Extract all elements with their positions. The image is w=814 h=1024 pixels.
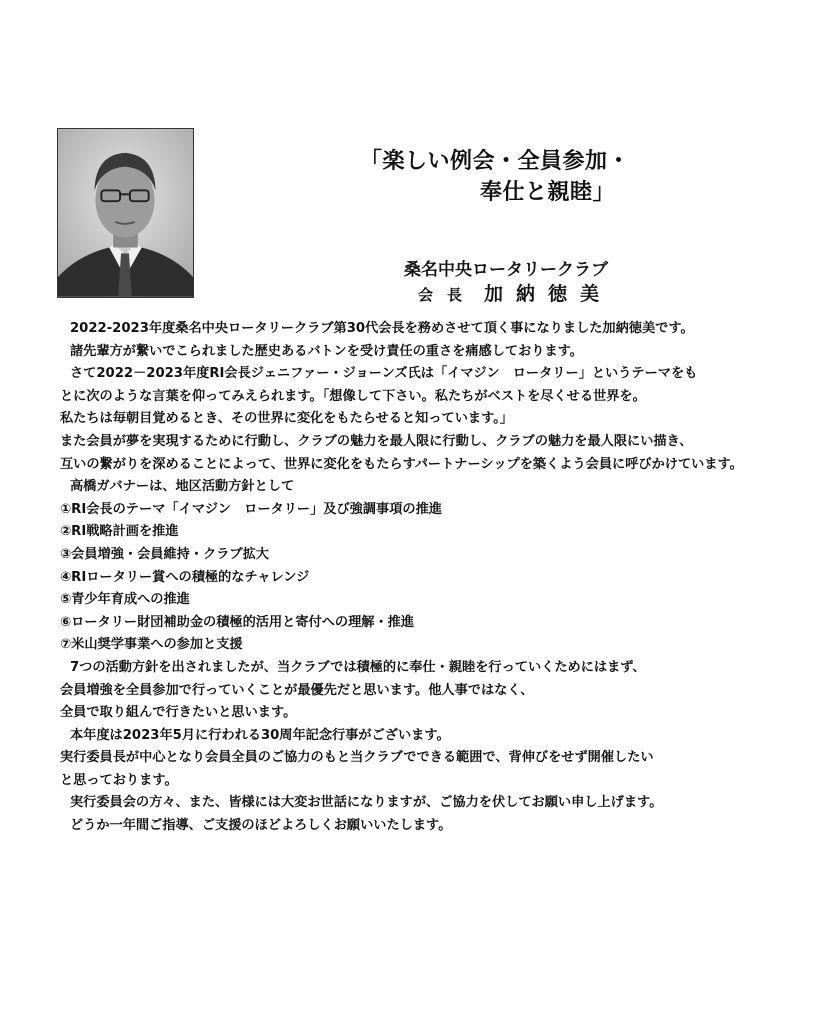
author-role: 会長: [418, 286, 477, 304]
author-line: [418, 279, 612, 306]
title-line-2: 奉仕と親睦」: [480, 180, 616, 205]
body-line: さて2022－2023年度RI会長ジェニファー・ジョーンズ氏は「イマジン ロータリー」というテーマをも: [70, 366, 698, 382]
body-line: 2022-2023年度桑名中央ロータリークラブ第30代会長を務めさせて頂く事になりました加納徳美です。: [70, 321, 694, 336]
body-line: 高橋ガバナーは、地区活動方針として: [70, 479, 295, 495]
policy-item: ①RI会長のテーマ「イマジン ロータリー」及び強調事項の推進: [60, 501, 442, 517]
body-line: とに次のような言葉を仰ってみえられます。「想像して下さい。私たちがベストを尽くせる世界を。: [60, 388, 646, 404]
portrait-photo: [57, 128, 194, 298]
title-line-1: 「楽しい例会・全員参加・: [360, 149, 631, 174]
body-line: 本年度は2023年5月に行われる30周年記念行事がございます。: [70, 727, 450, 743]
body-line: と思っております。: [60, 772, 178, 788]
body-line: 実行委員長が中心となり会員全員のご協力のもと当クラブでできる範囲で、背伸びをせず開催したい: [60, 750, 654, 766]
policy-item: ②RI戦略計画を推進: [60, 524, 179, 540]
policy-item: ③会員増強・会員維持・クラブ拡大: [60, 546, 269, 562]
policy-item: ⑤青少年育成への推進: [60, 592, 190, 608]
body-line: 会員増強を全員参加で行っていくことが最優先だと思います。他人事ではなく、: [60, 682, 534, 698]
body-line: また会員が夢を実現するために行動し、クラブの魅力を最人限に行動し、クラブの魅力を最人限にい描き、: [60, 433, 693, 449]
body-line: どうか一年間ご指導、ご支援のほどよろしくお願いいたします。: [70, 818, 452, 834]
body-line: 互いの繋がりを深めることによって、世界に変化をもたらすパートナーシップを築くよう会員に呼びかけています。: [60, 456, 743, 472]
body-line: 私たちは毎朝目覚めるとき、その世界に変化をもたらせると知っています。」: [60, 411, 513, 427]
body-line: 諸先輩方が繋いでこられました歴史あるバトンを受け責任の重さを痛感しております。: [70, 343, 583, 359]
policy-item: ⑥ロータリー財団補助金の積極的活用と寄付への理解・推進: [60, 614, 415, 630]
policy-item: ⑦米山奨学事業への参加と支援: [60, 637, 243, 653]
body-line: 全員で取り組んで行きたいと思います。: [60, 705, 297, 721]
club-name: 桑名中央ロータリークラブ: [404, 260, 608, 280]
article-title: [360, 146, 640, 208]
body-line: 実行委員会の方々、また、皆様には大変お世話になりますが、ご協力を伏してお願い申し上げます。: [70, 795, 663, 811]
author-name: 加納徳美: [484, 283, 613, 305]
article-body: [60, 318, 780, 838]
portrait-image: [58, 129, 193, 297]
policy-item: ④RIロータリー賞への積極的なチャレンジ: [60, 569, 310, 585]
body-line: 7つの活動方針を出されましたが、当クラブでは積極的に奉仕・親睦を行っていくためにはまず、: [70, 659, 646, 675]
